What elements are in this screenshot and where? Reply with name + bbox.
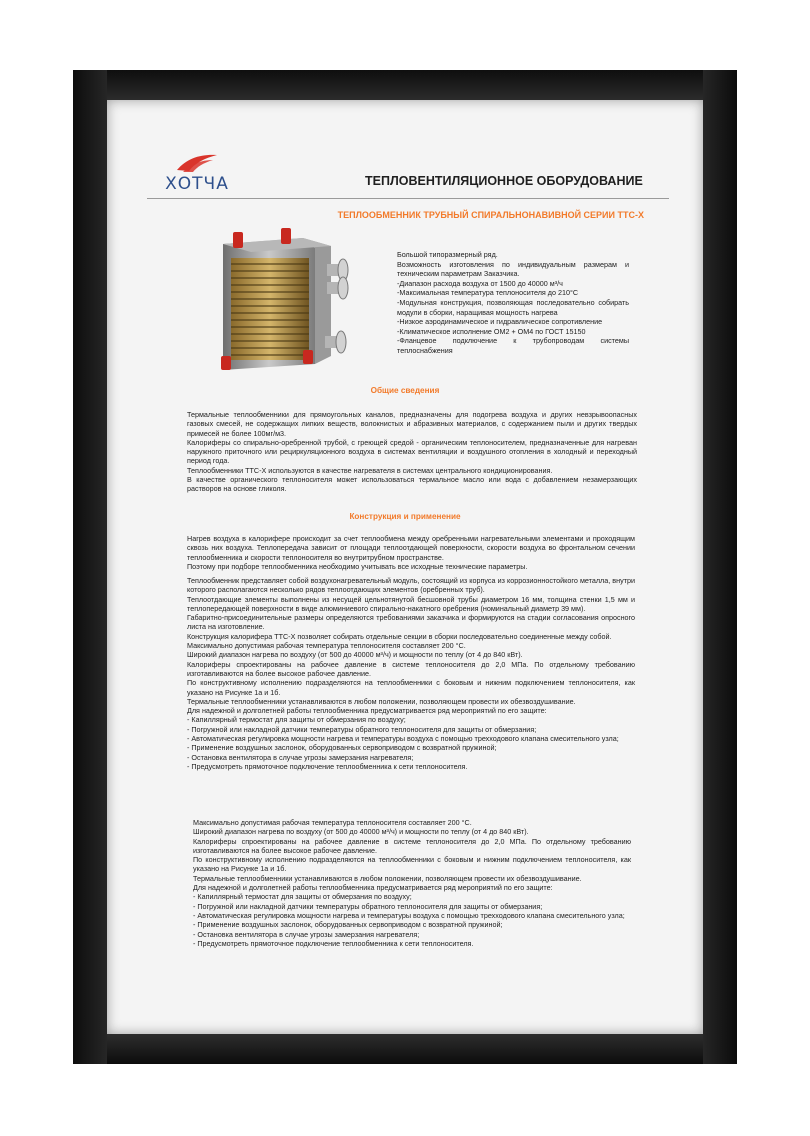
- feature-item: -Модульная конструкция, позволяющая последовательно собирать модули в сборки, наращивая мощность нагрева: [397, 297, 629, 317]
- paragraph: Конструкция калорифера ТТС-Х позволяет собирать отдельные секции в сборки последовательно соединенные между собой.: [187, 631, 612, 641]
- paragraph: Калориферы спроектированы на рабочее давление в системе теплоносителя до 2,0 МПа. По отдельному требованию изготавливаются на более высокое рабочее давление.: [187, 659, 635, 678]
- page-title: ТЕПЛОВЕНТИЛЯЦИОННОЕ ОБОРУДОВАНИЕ: [365, 174, 643, 188]
- frame-bevel-top: [73, 70, 737, 100]
- logo-wing-icon: [175, 152, 219, 174]
- list-item: - Остановка вентилятора в случае угрозы замерзания нагревателя;: [193, 929, 420, 939]
- paragraph: Нагрев воздуха в калорифере происходит за счет теплообмена между оребренными нагревательными элементами и проходящим сквозь них воздуха. Теплопередача зависит от площади теплоотдающей поверхности, скорости воздуха во фронтальном сечении теплообменника и скорости теплоносителя во внутритрубном пространстве.: [187, 534, 635, 562]
- list-item: - Предусмотреть прямоточное подключение теплообменника к сети теплоносителя.: [187, 761, 468, 771]
- repeated-section: [193, 818, 631, 948]
- frame-bevel-right: [703, 70, 737, 1064]
- construction-intro: [187, 534, 635, 571]
- product-title: ТЕПЛООБМЕННИК ТРУБНЫЙ СПИРАЛЬНОНАВИВНОЙ СЕРИИ ТТС-Х: [337, 210, 644, 220]
- feature-item: -Фланцевое подключение к трубопроводам системы теплоснабжения: [397, 336, 629, 355]
- paragraph: Максимально допустимая рабочая температура теплоносителя составляет 200 °С.: [193, 818, 472, 827]
- paragraph: Теплообменник представляет собой воздухонагревательный модуль, состоящий из корпуса из коррозионностойкого металла, внутри которого располагаются несколько рядов теплоотдающих элементов (оребренных труб).: [187, 576, 635, 595]
- paragraph: Калориферы спроектированы на рабочее давление в системе теплоносителя до 2,0 МПа. По отдельному требованию изготавливаются на более высокое рабочее давление.: [193, 836, 631, 855]
- product-features: [397, 250, 629, 356]
- paragraph: Теплообменники ТТС-Х используются в качестве нагревателя в системах центрального кондиционирования.: [187, 465, 553, 475]
- heat-exchanger-image: [203, 224, 353, 376]
- feature-item: Большой типоразмерный ряд.: [397, 250, 498, 259]
- list-item: - Остановка вентилятора в случае угрозы замерзания нагревателя;: [187, 752, 414, 762]
- feature-item: -Низкое аэродинамическое и гидравлическое сопротивление: [397, 317, 603, 327]
- document-page: [107, 100, 703, 1034]
- list-item: - Погружной или накладной датчики температуры обратного теплоносителя для защиты от обмерзания;: [187, 724, 537, 734]
- company-logo: [147, 152, 247, 196]
- section-title-general: Общие сведения: [370, 386, 440, 395]
- list-item: - Капиллярный термостат для защиты от обмерзания по воздуху;: [193, 892, 412, 902]
- general-section: [187, 410, 637, 494]
- paragraph: Термальные теплообменники устанавливаются в любом положении, позволяющем провести их обезвоздушивание.: [193, 873, 582, 883]
- list-item: - Применение воздушных заслонок, оборудованных сервоприводом с возвратной пружиной;: [187, 743, 497, 753]
- paragraph: Широкий диапазон нагрева по воздуху (от 500 до 40000 м³/ч) и мощности по теплу (от 4 до 840 кВт).: [193, 827, 529, 837]
- list-item: - Погружной или накладной датчики температуры обратного теплоносителя для защиты от обмерзания;: [193, 901, 543, 911]
- paragraph: Калориферы со спирально-оребренной трубой, с греющей средой - органическим теплоносителем, предназначенные для нагреван наружного приточного или рециркуляционного воздуха в системах вентиляции и воздушного отопления в холодный и переходный период года.: [187, 437, 637, 466]
- paragraph: Для надежной и долголетней работы теплообменника предусматривается ряд мероприятий по его защите:: [193, 883, 553, 893]
- list-item: - Автоматическая регулировка мощности нагрева и температуры воздуха с помощью трехходового клапана смесительного узла;: [187, 734, 619, 744]
- feature-item: -Максимальная температура теплоносителя до 210°С: [397, 288, 579, 298]
- paragraph: Термальные теплообменники устанавливаются в любом положении, позволяющем провести их обезвоздушивание.: [187, 696, 576, 706]
- logo-text: ХОТЧА: [165, 174, 229, 194]
- section-title-construction: Конструкция и применение: [349, 512, 461, 521]
- paragraph: Габаритно-присоединительные размеры определяются требованиями заказчика и формируются на стадии согласования опросного листа на изготовление.: [187, 613, 635, 632]
- paragraph: Теплоотдающие элементы выполнены из несущей цельнотянутой бесшовной трубы диаметром 16 мм, толщина стенки 1,5 мм и теплопередающей поверхности в виде алюминиевого спирально-накатного оребрения (номинальный диаметр 39 мм).: [187, 594, 635, 613]
- list-item: - Капиллярный термостат для защиты от обмерзания по воздуху;: [187, 715, 406, 725]
- construction-section: [187, 576, 635, 771]
- paragraph: Широкий диапазон нагрева по воздуху (от 500 до 40000 м³/ч) и мощности по теплу (от 4 до 840 кВт).: [187, 650, 523, 660]
- list-item: - Автоматическая регулировка мощности нагрева и температуры воздуха с помощью трехходового клапана смесительного узла;: [193, 910, 625, 920]
- feature-item: Возможность изготовления по индивидуальным размерам и техническим параметрам Заказчика.: [397, 259, 629, 279]
- list-item: - Предусмотреть прямоточное подключение теплообменника к сети теплоносителя.: [193, 938, 474, 948]
- paragraph: Термальные теплообменники для прямоугольных каналов, предназначены для подогрева воздуха и других невзрывоопасных газовых смесей, не содержащих липких веществ, волокнистых и абразивных материалов, с содержанием пыли и других твердых примесей не более 100мг/м3.: [187, 410, 637, 438]
- paragraph: По конструктивному исполнению подразделяются на теплообменники с боковым и нижним подключением теплоносителя, как указано на Рисунке 1а и 1б.: [193, 855, 631, 874]
- frame-bevel-left: [73, 70, 107, 1064]
- paragraph: Максимально допустимая рабочая температура теплоносителя составляет 200 °С.: [187, 641, 466, 651]
- paragraph: Поэтому при подборе теплообменника необходимо учитывать все исходные технические параметры.: [187, 561, 528, 571]
- frame-bevel-bottom: [73, 1034, 737, 1064]
- feature-item: -Климатическое исполнение ОМ2 + ОМ4 по ГОСТ 15150: [397, 326, 586, 336]
- feature-item: -Диапазон расхода воздуха от 1500 до 40000 м³/ч: [397, 278, 563, 288]
- header-divider: [147, 198, 669, 199]
- paragraph: По конструктивному исполнению подразделяются на теплообменники с боковым и нижним подключением теплоносителя, как указано на Рисунке 1а и 1б.: [187, 678, 635, 697]
- paragraph: В качестве органического теплоносителя может использоваться термальное масло или вода с добавлением незамерзающих растворов на основе гликоля.: [187, 475, 637, 494]
- list-item: - Применение воздушных заслонок, оборудованных сервоприводом с возвратной пружиной;: [193, 920, 503, 930]
- paragraph: Для надежной и долголетней работы теплообменника предусматривается ряд мероприятий по его защите:: [187, 706, 547, 716]
